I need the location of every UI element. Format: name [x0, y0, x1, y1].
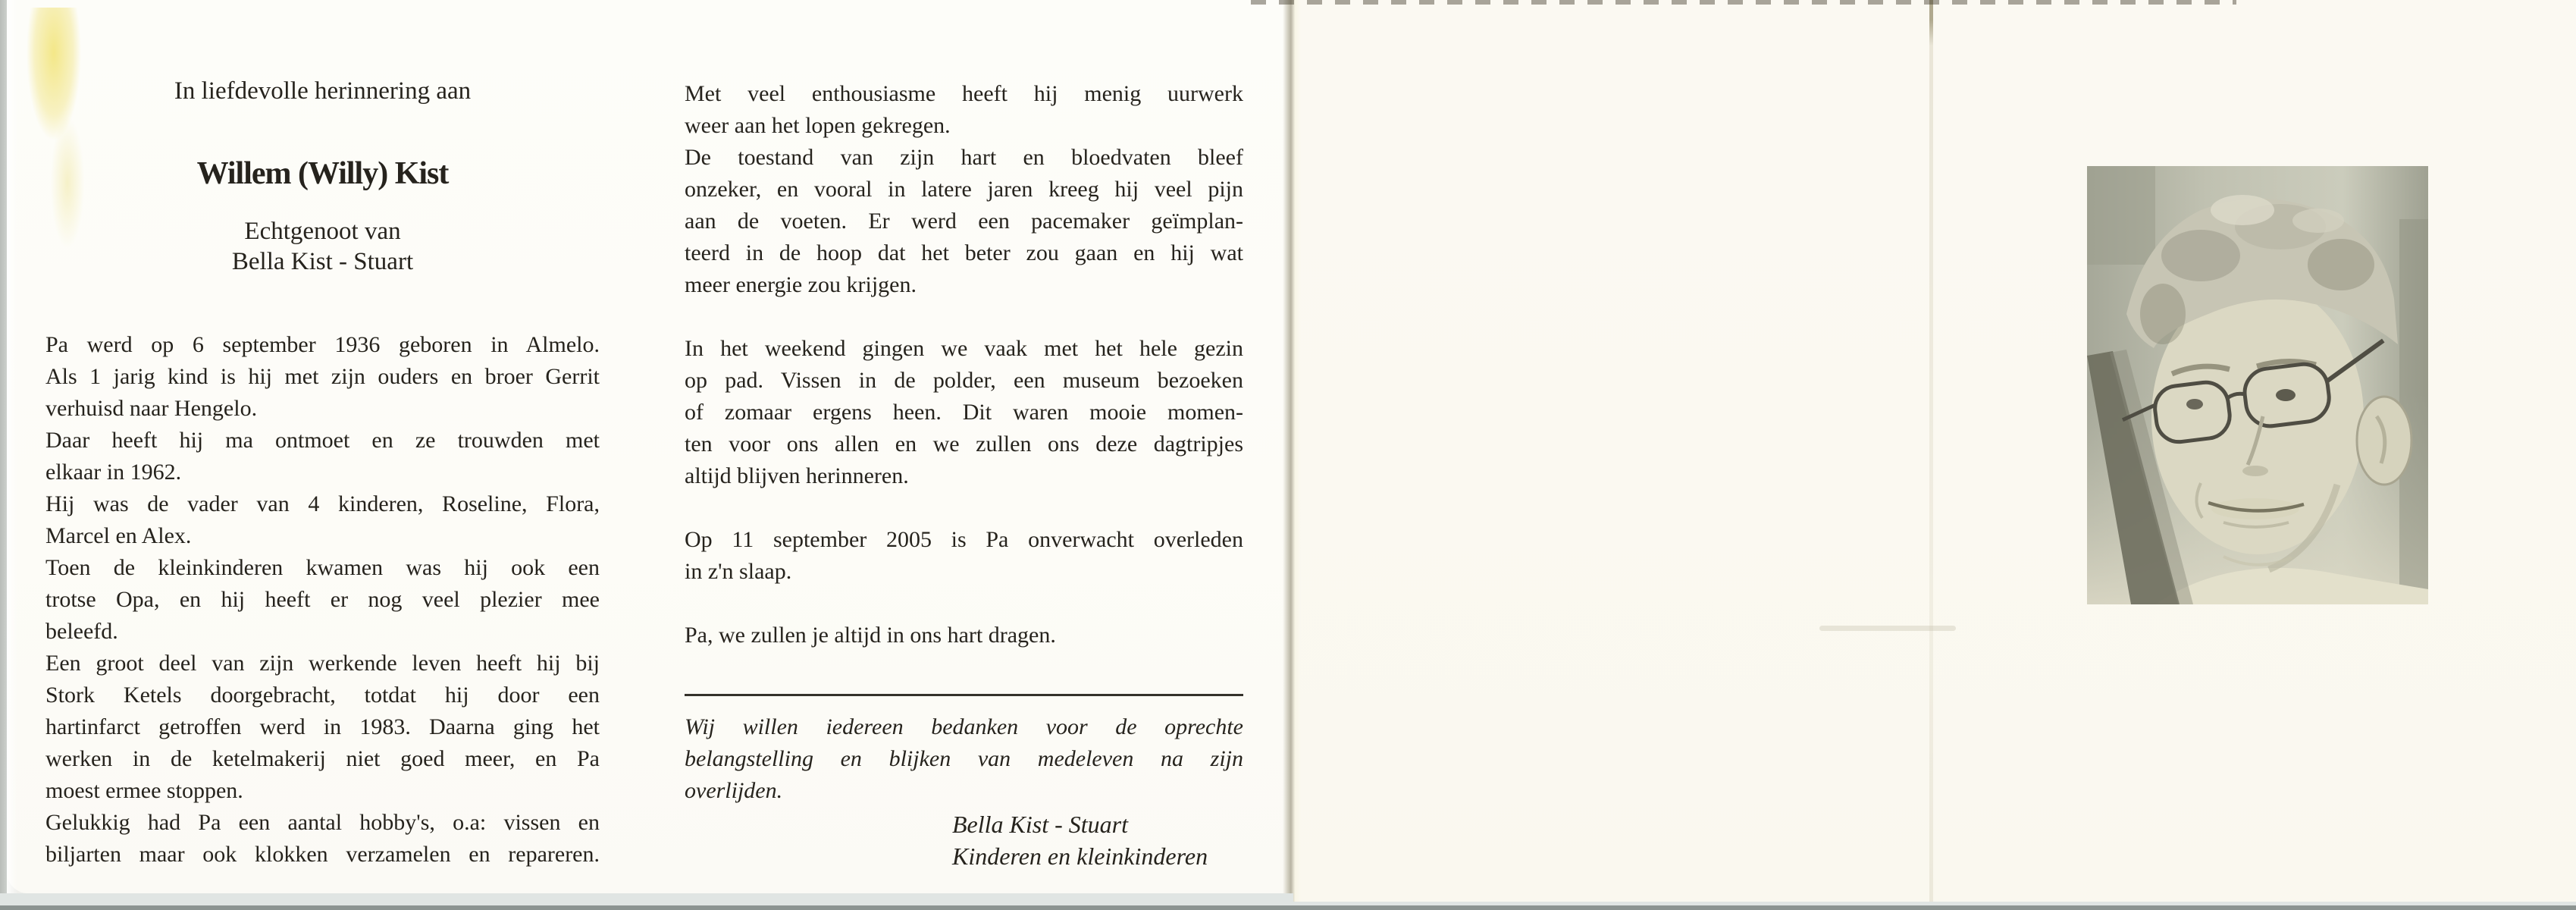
scanner-edge-left — [0, 0, 7, 910]
relation-line-1: Echtgenoot van — [244, 218, 401, 245]
thanks-paragraph — [685, 711, 1243, 807]
text-line: Met veel enthousiasme heeft hij menig uurwerk — [685, 81, 1243, 106]
text-line: Hij was de vader van 4 kinderen, Roseline, Flora, — [45, 491, 600, 516]
text-line: moest ermee stoppen. — [45, 778, 243, 803]
text-column-1 — [45, 0, 600, 910]
signatures — [952, 808, 1243, 872]
biography-column-1 — [45, 329, 600, 871]
text-line: Een groot deel van zijn werkende leven heeft hij bij — [45, 651, 600, 676]
text-line: teerd in de hoop dat het beter zou gaan en hij wat — [685, 240, 1243, 265]
text-line: De toestand van zijn hart en bloedvaten bleef — [685, 145, 1243, 170]
text-line: overlijden. — [685, 778, 783, 803]
text-line: hartinfarct getroffen werd in 1983. Daarna ging het — [45, 714, 600, 739]
text-line: In het weekend gingen we vaak met het hele gezin — [685, 336, 1243, 361]
text-line: belangstelling en blijken van medeleven na zijn — [685, 746, 1243, 771]
scan-top-edge-marks — [1251, 0, 2236, 5]
text-line: aan de voeten. Er werd een pacemaker geïmplan- — [685, 209, 1243, 234]
paper-crease-line — [1929, 0, 1933, 902]
signature-children: Kinderen en kleinkinderen — [952, 843, 1208, 870]
text-line: ten voor ons allen en we zullen ons deze dagtripjes — [685, 431, 1243, 457]
text-line: elkaar in 1962. — [45, 460, 182, 485]
text-line: Wij willen iedereen bedanken voor de oprechte — [685, 714, 1243, 739]
thanks-divider — [685, 694, 1243, 696]
relation-line-2: Bella Kist - Stuart — [231, 248, 414, 275]
deceased-name: Willem (Willy) Kist — [196, 156, 449, 191]
scanner-bottom-edge — [0, 905, 2576, 910]
text-line: Gelukkig had Pa een aantal hobby's, o.a: vissen en — [45, 810, 600, 835]
text-line: Toen de kleinkinderen kwamen was hij ook een — [45, 555, 600, 580]
text-line: trotse Opa, en hij heeft er nog veel plezier mee — [45, 587, 600, 612]
text-line: Pa werd op 6 september 1936 geboren in Almelo. — [45, 332, 600, 357]
paper-crease-smudge — [1819, 626, 1956, 631]
text-line: Pa, we zullen je altijd in ons hart dragen. — [685, 623, 1056, 648]
text-line: meer energie zou krijgen. — [685, 272, 917, 297]
text-line: in z'n slaap. — [685, 559, 792, 584]
memorial-header: In liefdevolle herinnering aan — [174, 77, 472, 105]
text-line: op pad. Vissen in de polder, een museum bezoeken — [685, 368, 1243, 393]
text-line: of zomaar ergens heen. Dit waren mooie momen- — [685, 400, 1243, 425]
text-line: onzeker, en vooral in latere jaren kreeg hij veel pijn — [685, 177, 1243, 202]
text-line: beleefd. — [45, 619, 118, 644]
text-line: weer aan het lopen gekregen. — [685, 113, 951, 138]
text-line: Daar heeft hij ma ontmoet en ze trouwden met — [45, 428, 600, 453]
text-line: werken in de ketelmakerij niet goed meer, en Pa — [45, 746, 600, 771]
biography-column-2 — [685, 78, 1243, 651]
text-line: Als 1 jarig kind is hij met zijn ouders en broer Gerrit — [45, 364, 600, 389]
signature-family: Bella Kist - Stuart — [952, 811, 1128, 838]
text-column-2 — [685, 78, 1243, 872]
text-line: Marcel en Alex. — [45, 523, 192, 548]
text-line: Op 11 september 2005 is Pa onverwacht overleden — [685, 527, 1243, 552]
text-line: verhuisd naar Hengelo. — [45, 396, 258, 421]
text-line: altijd blijven herinneren. — [685, 463, 909, 488]
text-line: biljarten maar ook klokken verzamelen en repareren. — [45, 842, 600, 867]
portrait-photo — [2087, 166, 2428, 604]
text-line: Stork Ketels doorgebracht, totdat hij door een — [45, 682, 600, 708]
eyes — [2186, 399, 2203, 410]
card-fold-line — [1283, 0, 1301, 904]
